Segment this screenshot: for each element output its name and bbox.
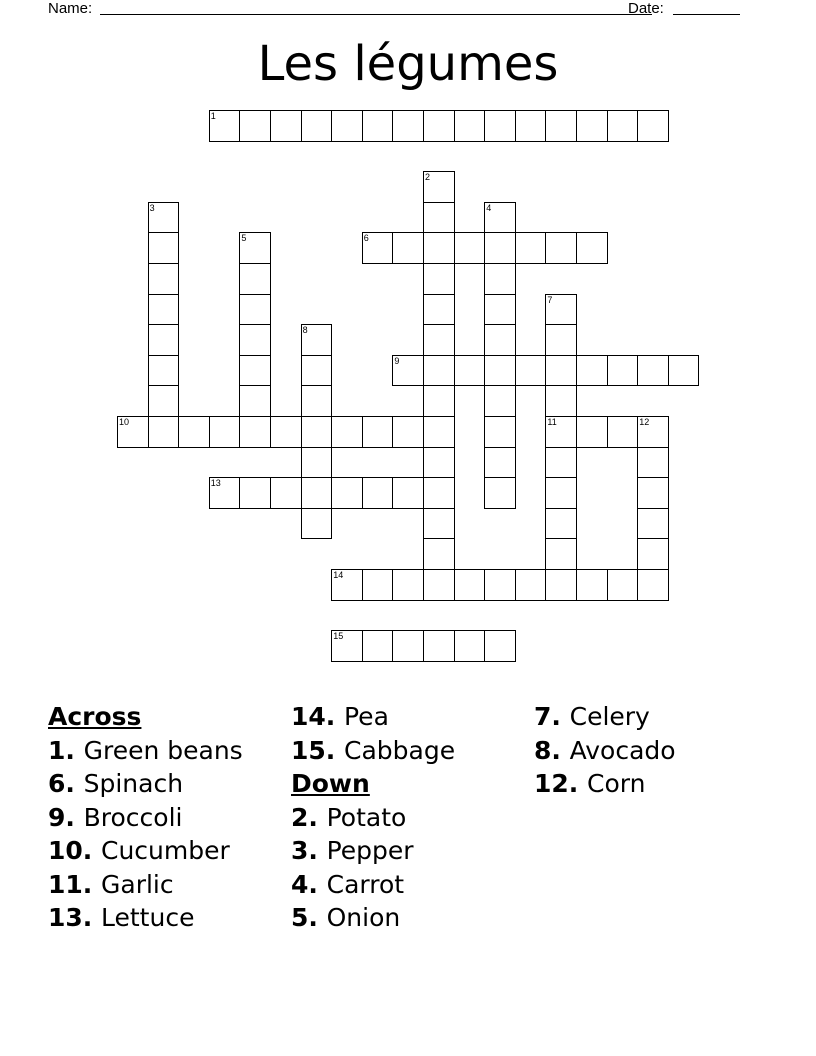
grid-cell[interactable] (362, 416, 394, 448)
grid-cell[interactable] (239, 110, 271, 142)
grid-cell[interactable] (515, 569, 547, 601)
grid-cell[interactable] (423, 416, 455, 448)
grid-cell[interactable] (515, 232, 547, 264)
clue-heading-row (48, 700, 283, 734)
grid-cell[interactable] (454, 630, 486, 662)
grid-cell[interactable] (392, 569, 424, 601)
grid-cell[interactable] (576, 416, 608, 448)
clue-number-label: 12 (534, 769, 569, 798)
clue-item: 12. Corn (534, 769, 646, 798)
clue-number-label: 8 (534, 735, 552, 765)
grid-cell[interactable] (423, 447, 455, 479)
grid-cell[interactable] (301, 385, 333, 417)
grid-cell[interactable] (270, 477, 302, 509)
grid-cell[interactable] (484, 385, 516, 417)
grid-cell[interactable] (484, 202, 516, 234)
grid-cell[interactable] (239, 263, 271, 295)
grid-cell[interactable] (454, 110, 486, 142)
grid-cell[interactable] (545, 324, 577, 356)
clue-item: 14. Pea (291, 702, 389, 731)
clue-number-label: 6 (48, 769, 66, 798)
clue-number-label: 11 (48, 869, 83, 899)
date-label: Date: (628, 0, 664, 17)
grid-cell[interactable] (484, 263, 516, 295)
grid-cell[interactable] (454, 569, 486, 601)
grid-cell[interactable] (331, 416, 363, 448)
clue-text: Green beans (83, 735, 243, 765)
grid-cell[interactable] (545, 569, 577, 601)
grid-cell[interactable] (239, 232, 271, 264)
clue-number: 6 (363, 233, 369, 244)
grid-cell[interactable] (637, 508, 669, 540)
grid-cell[interactable] (239, 294, 271, 326)
grid-cell[interactable] (576, 110, 608, 142)
grid-cell[interactable] (209, 416, 241, 448)
grid-cell[interactable] (392, 110, 424, 142)
grid-cell[interactable] (209, 110, 241, 142)
grid-cell[interactable] (148, 355, 180, 387)
grid-cell[interactable] (362, 569, 394, 601)
grid-cell[interactable] (423, 232, 455, 264)
clue-number-label: 2 (291, 802, 309, 832)
clue-number-label: 9 (48, 802, 66, 832)
grid-cell[interactable] (545, 508, 577, 540)
clue-item: 4. Carrot (291, 869, 405, 899)
grid-cell[interactable] (637, 110, 669, 142)
grid-cell[interactable] (515, 110, 547, 142)
clue-text: Pepper (326, 836, 414, 865)
clue-text: Broccoli (83, 802, 183, 832)
clue-number-label: 5 (291, 903, 309, 932)
clue-text: Lettuce (101, 903, 195, 932)
grid-cell[interactable] (331, 110, 363, 142)
grid-cell[interactable] (392, 355, 424, 387)
grid-cell[interactable] (239, 416, 271, 448)
clue-number: 10 (119, 417, 130, 427)
grid-cell[interactable] (576, 569, 608, 601)
grid-cell[interactable] (362, 630, 394, 662)
grid-cell[interactable] (148, 294, 180, 326)
clue-text: Celery (569, 702, 650, 731)
grid-cell[interactable] (362, 232, 394, 264)
grid-cell[interactable] (545, 232, 577, 264)
clue-item: 8. Avocado (534, 735, 676, 765)
grid-cell[interactable] (117, 416, 149, 448)
clue-number: 3 (149, 202, 155, 213)
grid-cell[interactable] (423, 569, 455, 601)
clue-text: Carrot (326, 869, 405, 899)
grid-cell[interactable] (484, 569, 516, 601)
clue-item: 6. Spinach (48, 769, 184, 798)
grid-cell[interactable] (301, 477, 333, 509)
page-title: Les légumes (257, 36, 559, 92)
grid-cell[interactable] (239, 477, 271, 509)
grid-cell[interactable] (484, 294, 516, 326)
grid-cell[interactable] (301, 447, 333, 479)
clue-number: 5 (241, 233, 247, 244)
grid-cell[interactable] (484, 630, 516, 662)
grid-cell[interactable] (301, 416, 333, 448)
clue-item: 3. Pepper (291, 836, 414, 865)
grid-cell[interactable] (607, 110, 639, 142)
clue-number: 4 (486, 202, 492, 213)
grid-cell[interactable] (423, 294, 455, 326)
grid-cell[interactable] (178, 416, 210, 448)
grid-cell[interactable] (545, 477, 577, 509)
grid-cell[interactable] (607, 416, 639, 448)
clue-number-label: 1 (48, 735, 66, 765)
clue-item: 10. Cucumber (48, 836, 230, 865)
grid-cell[interactable] (545, 416, 577, 448)
grid-cell[interactable] (637, 447, 669, 479)
grid-cell[interactable] (484, 477, 516, 509)
grid-cell[interactable] (331, 630, 363, 662)
grid-cell[interactable] (545, 294, 577, 326)
grid-cell[interactable] (423, 385, 455, 417)
grid-cell[interactable] (301, 355, 333, 387)
grid-cell[interactable] (607, 569, 639, 601)
clue-text: Avocado (569, 735, 676, 765)
grid-cell[interactable] (607, 355, 639, 387)
grid-cell[interactable] (301, 508, 333, 540)
clue-number-label: 14 (291, 702, 326, 731)
grid-cell[interactable] (148, 416, 180, 448)
grid-cell[interactable] (301, 110, 333, 142)
clue-heading: Across (48, 702, 142, 731)
grid-cell[interactable] (148, 232, 180, 264)
clue-item: 5. Onion (291, 903, 401, 932)
grid-cell[interactable] (362, 110, 394, 142)
grid-cell[interactable] (423, 202, 455, 234)
grid-cell[interactable] (484, 110, 516, 142)
grid-cell[interactable] (637, 416, 669, 448)
grid-cell[interactable] (209, 477, 241, 509)
grid-cell[interactable] (637, 538, 669, 570)
grid-cell[interactable] (239, 324, 271, 356)
clue-list (48, 700, 778, 960)
clue-number: 2 (425, 172, 431, 183)
grid-cell[interactable] (423, 477, 455, 509)
clue-number-label: 3 (291, 836, 309, 865)
grid-cell[interactable] (423, 263, 455, 295)
clue-heading: Down (291, 769, 370, 798)
name-label: Name: (48, 0, 93, 17)
grid-cell[interactable] (484, 416, 516, 448)
grid-cell[interactable] (637, 569, 669, 601)
clue-number-label: 4 (291, 869, 309, 899)
clue-item: 2. Potato (291, 802, 407, 832)
clue-item: 7. Celery (534, 702, 650, 731)
grid-cell[interactable] (392, 477, 424, 509)
grid-cell[interactable] (239, 355, 271, 387)
grid-cell[interactable] (423, 630, 455, 662)
clue-number-label: 13 (48, 903, 83, 932)
grid-cell[interactable] (545, 385, 577, 417)
clue-text: Garlic (101, 869, 174, 899)
clue-column-2 (291, 700, 526, 935)
grid-cell[interactable] (545, 538, 577, 570)
grid-cell[interactable] (545, 355, 577, 387)
grid-cell[interactable] (423, 538, 455, 570)
clue-text: Cabbage (344, 735, 456, 765)
clue-item: 9. Broccoli (48, 802, 183, 832)
grid-cell[interactable] (423, 171, 455, 203)
grid-cell[interactable] (484, 324, 516, 356)
grid-cell[interactable] (392, 232, 424, 264)
clue-column-1 (48, 700, 283, 935)
clue-number: 7 (547, 294, 553, 305)
clue-item: 15. Cabbage (291, 735, 456, 765)
grid-cell[interactable] (148, 202, 180, 234)
clue-number-label: 10 (48, 836, 83, 865)
clue-number: 13 (210, 478, 221, 489)
grid-cell[interactable] (392, 630, 424, 662)
grid-cell[interactable] (392, 416, 424, 448)
grid-cell[interactable] (423, 110, 455, 142)
clue-item: 1. Green beans (48, 735, 243, 765)
clue-number: 15 (333, 631, 344, 642)
clue-text: Spinach (83, 769, 184, 798)
clue-item: 13. Lettuce (48, 903, 195, 932)
clue-column-3 (534, 700, 769, 801)
grid-cell[interactable] (454, 355, 486, 387)
clue-number: 11 (547, 417, 557, 427)
clue-number-label: 15 (291, 735, 326, 765)
clue-number: 9 (394, 355, 400, 366)
clue-text: Cucumber (101, 836, 230, 865)
grid-cell[interactable] (270, 416, 302, 448)
grid-cell[interactable] (454, 232, 486, 264)
grid-cell[interactable] (423, 355, 455, 387)
clue-heading-row (291, 767, 526, 801)
grid-cell[interactable] (545, 447, 577, 479)
grid-cell[interactable] (545, 110, 577, 142)
grid-cell[interactable] (576, 355, 608, 387)
grid-cell[interactable] (423, 324, 455, 356)
grid-cell[interactable] (148, 385, 180, 417)
grid-cell[interactable] (484, 232, 516, 264)
grid-cell[interactable] (576, 232, 608, 264)
clue-text: Pea (344, 702, 389, 731)
grid-cell[interactable] (301, 324, 333, 356)
clue-number: 1 (210, 111, 216, 121)
clue-text: Onion (326, 903, 401, 932)
grid-cell[interactable] (148, 263, 180, 295)
grid-cell[interactable] (270, 110, 302, 142)
grid-cell[interactable] (331, 569, 363, 601)
grid-cell[interactable] (362, 477, 394, 509)
grid-cell[interactable] (637, 355, 669, 387)
clue-number: 8 (302, 325, 308, 336)
clue-number: 12 (639, 417, 650, 427)
grid-cell[interactable] (239, 385, 271, 417)
clue-text: Potato (326, 802, 407, 832)
grid-cell[interactable] (331, 477, 363, 509)
grid-cell[interactable] (515, 355, 547, 387)
grid-cell[interactable] (484, 447, 516, 479)
grid-cell[interactable] (423, 508, 455, 540)
grid-cell[interactable] (148, 324, 180, 356)
grid-cell[interactable] (484, 355, 516, 387)
clue-text: Corn (587, 769, 646, 798)
clue-item: 11. Garlic (48, 869, 174, 899)
clue-number: 14 (333, 570, 344, 580)
clue-number-label: 7 (534, 702, 552, 731)
grid-cell[interactable] (637, 477, 669, 509)
grid-cell[interactable] (668, 355, 700, 387)
